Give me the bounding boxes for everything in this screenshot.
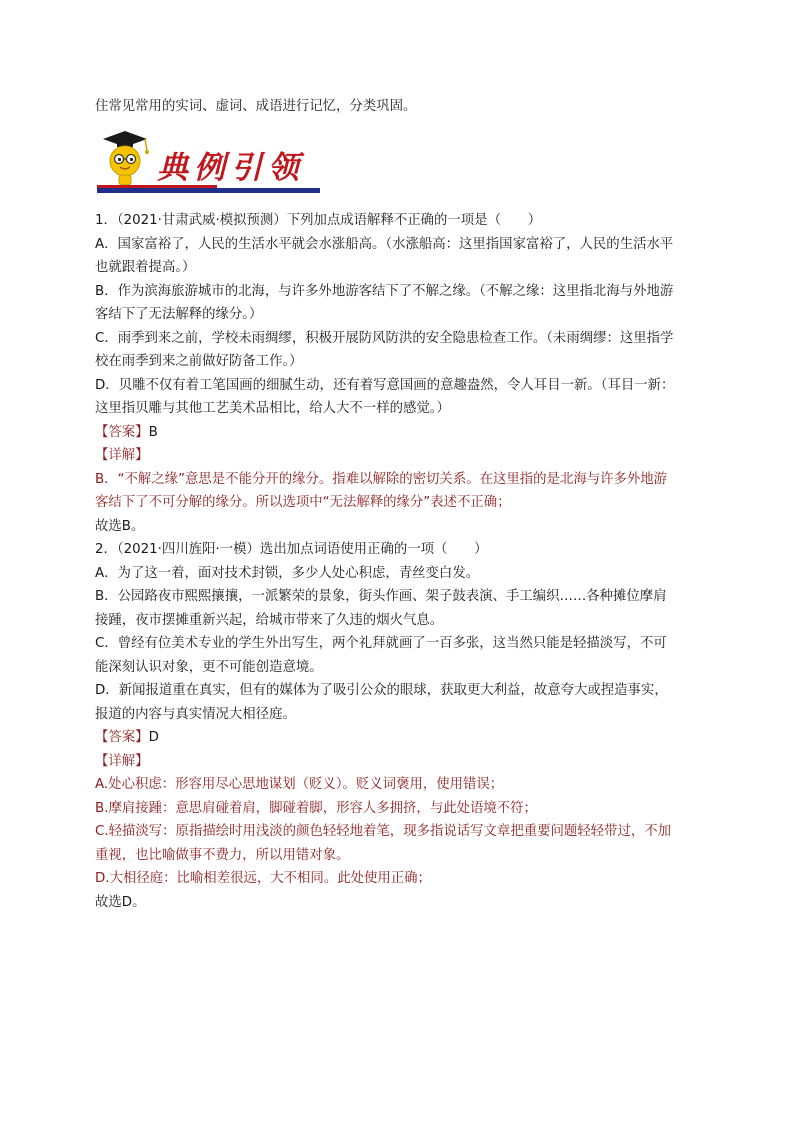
q1-stem: 1．（2021·甘肃武威·模拟预测）下列加点成语解释不正确的一项是（ ） [95,213,542,228]
q1-option-b-line1: B．作为滨海旅游城市的北海，与许多外地游客结下了不解之缘。（不解之缘：这里指北海与外地游 [95,284,674,299]
q2-detail-label: 【详解】 [95,754,149,769]
q2-option-b-line2: 接踵，夜市摆摊重新兴起，给城市带来了久违的烟火气息。 [95,613,444,628]
q2-explanation-line5: D.大相径庭：比喻相差很远，大不相同。此处使用正确； [95,871,431,886]
section-banner [95,127,320,197]
q1-option-c-line2: 校在雨季到来之前做好防备工作。） [95,354,303,369]
q1-explanation-line1: B．“不解之缘”意思是不能分开的缘分。指难以解除的密切关系。在这里指的是北海与许多外地游 [95,472,668,487]
q2-explanation-line4: 重视，也比喻做事不费力，所以用错对象。 [95,848,350,863]
banner-underline-blue [97,188,320,193]
q2-answer-label: 【答案】 [95,730,149,745]
q1-detail-label: 【详解】 [95,448,149,463]
intro-line: 住常见常用的实词、虚词、成语进行记忆，分类巩固。 [95,99,417,114]
mascot-graduate-icon [95,129,157,191]
q2-explanation-line2: B.摩肩接踵：意思肩碰着肩，脚碰着脚，形容人多拥挤，与此处语境不符； [95,801,537,816]
q1-explanation-line2: 客结下了不可分解的缘分。所以选项中“无法解释的缘分”表述不正确； [95,495,511,510]
banner-title: 典例引领 [157,150,305,186]
q1-option-d-line2: 这里指贝雕与其他工艺美术品相比，给人大不一样的感觉。） [95,401,450,416]
q1-option-a-line1: A．国家富裕了，人民的生活水平就会水涨船高。（水涨船高：这里指国家富裕了，人民的生活水平 [95,237,674,252]
q2-explanation-line1: A.处心积虑：形容用尽心思地谋划（贬义）。贬义词褒用，使用错误； [95,777,504,792]
q2-option-a-line1: A．为了这一着，面对技术封锁，多少人处心积虑，青丝变白发。 [95,566,480,581]
q1-option-d-line1: D．贝雕不仅有着工笔国画的细腻生动，还有着写意国画的意趣盎然，令人耳目一新。（耳目一新： [95,378,675,393]
q2-answer [95,729,715,747]
q1-conclusion: 故选B。 [95,519,145,534]
q2-option-d-line1: D．新闻报道重在真实，但有的媒体为了吸引公众的眼球，获取更大利益，故意夸大或捏造事实， [95,683,668,698]
q1-answer-label: 【答案】 [95,425,149,440]
q2-option-b-line1: B．公园路夜市熙熙攘攘，一派繁荣的景象，街头作画、架子鼓表演、手工编织……各种摊位摩肩 [95,589,667,604]
q1-option-b-line2: 客结下了无法解释的缘分。） [95,307,263,322]
q2-answer-value: D [148,730,159,745]
q2-option-c-line2: 能深刻认识对象，更不可能创造意境。 [95,660,323,675]
q2-option-c-line1: C．曾经有位美术专业的学生外出写生，两个礼拜就画了一百多张，这当然只能是轻描淡写，不可 [95,636,667,651]
q2-conclusion: 故选D。 [95,895,146,910]
q2-explanation-line3: C.轻描淡写：原指描绘时用浅淡的颜色轻轻地着笔，现多指说话写文章把重要问题轻轻带过，不加 [95,824,672,839]
q1-answer [95,424,715,442]
q1-answer-value: B [148,425,158,440]
q2-option-d-line2: 报道的内容与真实情况大相径庭。 [95,707,296,722]
q1-option-a-line2: 也就跟着提高。） [95,260,196,275]
q2-stem: 2．（2021·四川旌阳·一模）选出加点词语使用正确的一项（ ） [95,542,488,557]
q1-option-c-line1: C．雨季到来之前，学校未雨绸缪，积极开展防风防洪的安全隐患检查工作。（未雨绸缪：这里指学 [95,331,674,346]
